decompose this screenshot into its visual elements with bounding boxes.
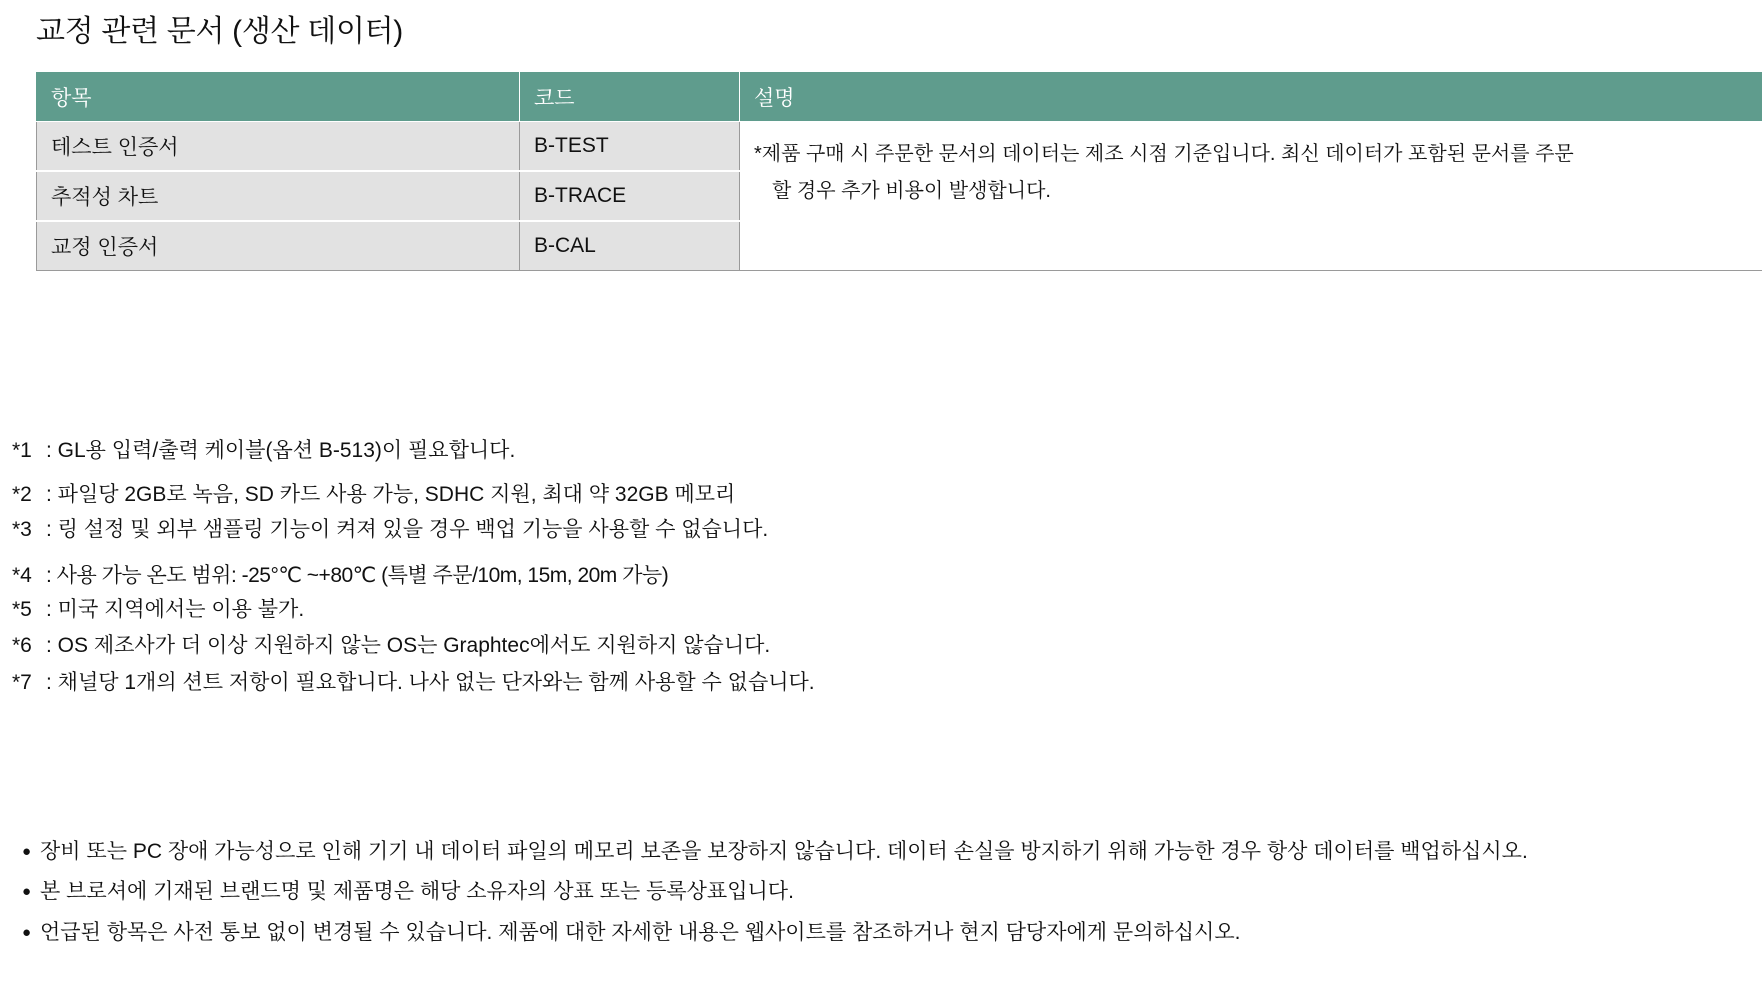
- footnote-item: [12, 517, 1752, 543]
- list-item-text: 본 브로셔에 기재된 브랜드명 및 제품명은 해당 소유자의 상표 또는 등록상표입니다.: [40, 880, 794, 904]
- cell-code: B-TEST: [520, 122, 740, 172]
- footnote-text: : 채널당 1개의 션트 저항이 필요합니다. 나사 없는 단자와는 함께 사용할 수 없습니다.: [46, 670, 815, 694]
- footnote-item: [12, 670, 1752, 696]
- footnote-text: : OS 제조사가 더 이상 지원하지 않는 OS는 Graphtec에서도 지원하지 않습니다.: [46, 634, 771, 658]
- footnote-text: : 사용 가능 온도 범위: -25°℃ ~+80℃ (특별 주문/10m, 15m, 20m 가능): [46, 563, 669, 587]
- list-item: [22, 919, 1752, 946]
- list-item-text: 언급된 항목은 사전 통보 없이 변경될 수 있습니다. 제품에 대한 자세한 내용은 웹사이트를 참조하거나 현지 담당자에게 문의하십시오.: [40, 920, 1241, 944]
- footnote-text: : 파일당 2GB로 녹음, SD 카드 사용 가능, SDHC 지원, 최대 약 32GB 메모리: [46, 483, 736, 507]
- footnote-text: : 링 설정 및 외부 샘플링 기능이 켜져 있을 경우 백업 기능을 사용할 수 없습니다.: [46, 517, 769, 541]
- footnote-text: : 미국 지역에서는 이용 불가.: [46, 598, 305, 621]
- footnote-item: [12, 563, 1752, 589]
- footnote-mark: *6: [12, 634, 32, 658]
- footnote-item: [12, 482, 1752, 508]
- disclaimer-list: [22, 838, 1752, 959]
- cell-item: 테스트 인증서: [37, 122, 520, 172]
- footnote-mark: *7: [12, 670, 32, 694]
- cell-description: [740, 122, 1762, 271]
- footnote-item: [12, 438, 1752, 464]
- column-header-code: 코드: [520, 73, 740, 122]
- description-note-line-2: 할 경우 추가 비용이 발생합니다.: [772, 180, 1051, 202]
- footnote-mark: *3: [12, 517, 32, 541]
- footnote-item: [12, 633, 1752, 659]
- description-note-line-1: *제품 구매 시 주문한 문서의 데이터는 제조 시점 기준입니다. 최신 데이터가 포함된 문서를 주문: [754, 143, 1574, 165]
- cell-code: B-TRACE: [520, 171, 740, 221]
- footnote-text: : GL용 입력/출력 케이블(옵션 B-513)이 필요합니다.: [46, 439, 516, 462]
- footnotes-section: [12, 438, 1752, 696]
- bullet-icon: ●: [22, 883, 32, 901]
- table-header-row: [37, 73, 1762, 122]
- column-header-item: 항목: [37, 73, 520, 122]
- footnote-mark: *4: [12, 563, 32, 587]
- list-item: [22, 838, 1752, 865]
- bullet-icon: ●: [22, 843, 32, 860]
- footnote-mark: *5: [12, 598, 32, 621]
- list-item-text: 장비 또는 PC 장애 가능성으로 인해 기기 내 데이터 파일의 메모리 보존을 보장하지 않습니다. 데이터 손실을 방지하기 위해 가능한 경우 항상 데이터를 백업하십시오.: [40, 840, 1528, 863]
- footnote-mark: *1: [12, 439, 32, 462]
- page-title: 교정 관련 문서 (생산 데이터): [36, 15, 404, 48]
- cell-code: B-CAL: [520, 221, 740, 271]
- cell-item: 추적성 차트: [37, 171, 520, 221]
- column-header-description: 설명: [740, 73, 1762, 122]
- list-item: [22, 878, 1752, 905]
- table-row: [37, 122, 1762, 172]
- bullet-icon: ●: [22, 923, 32, 941]
- calibration-documents-table: [36, 72, 1762, 271]
- footnote-item: [12, 597, 1752, 623]
- cell-item: 교정 인증서: [37, 221, 520, 271]
- footnote-mark: *2: [12, 483, 32, 507]
